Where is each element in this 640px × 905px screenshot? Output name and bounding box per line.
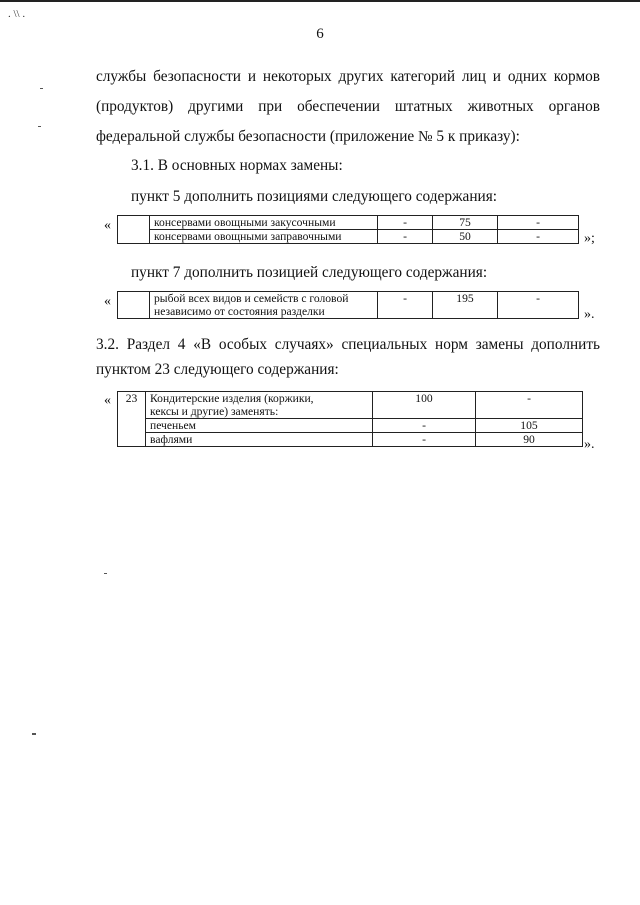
- section-heading-3-2: 3.2. Раздел 4 «В особых случаях» специальных норм замены дополнить: [96, 336, 600, 353]
- table-row: [118, 392, 583, 419]
- margin-mark: . \\ .: [8, 8, 26, 20]
- table-cell: -: [378, 292, 433, 319]
- table-cell-num: 23: [118, 392, 146, 447]
- scan-speck: [32, 733, 36, 735]
- table-cell: 75: [433, 216, 498, 230]
- table-cell: 100: [373, 392, 476, 419]
- paragraph-line: (продуктов) другими при обеспечении штатных животных органов: [96, 98, 600, 115]
- table-row: [118, 292, 579, 319]
- table-cell-num: [118, 292, 150, 319]
- table-row: [118, 216, 579, 230]
- table-cell: -: [373, 433, 476, 447]
- close-quote: ».: [584, 307, 595, 322]
- paragraph-line: федеральной службы безопасности (приложение № 5 к приказу):: [96, 128, 520, 145]
- table-cell: 105: [476, 419, 583, 433]
- table-cell: -: [476, 392, 583, 419]
- table-cell: 50: [433, 230, 498, 244]
- table-cell-name: консервами овощными заправочными: [150, 230, 378, 244]
- table-item5: [117, 215, 579, 244]
- table-cell: -: [498, 230, 579, 244]
- table-cell-name: рыбой всех видов и семейств с головой независимо от состояния разделки: [150, 292, 378, 319]
- table-cell-name: Кондитерские изделия (коржики, кексы и другие) заменять:: [146, 392, 373, 419]
- table-cell: -: [373, 419, 476, 433]
- scan-speck: [38, 126, 41, 127]
- table-cell: 195: [433, 292, 498, 319]
- table-row: [118, 230, 579, 244]
- table-cell: -: [378, 216, 433, 230]
- page-number: 6: [316, 26, 324, 42]
- table-cell: -: [378, 230, 433, 244]
- paragraph-line: службы безопасности и некоторых других категорий лиц и одних кормов: [96, 68, 600, 85]
- close-quote: ».: [584, 437, 595, 452]
- table-cell-num: [118, 216, 150, 244]
- scan-top-border: [0, 0, 640, 2]
- item5-intro: пункт 5 дополнить позициями следующего содержания:: [131, 188, 497, 205]
- table-cell-name: вафлями: [146, 433, 373, 447]
- scan-speck: [40, 88, 43, 89]
- section-heading-3-1: 3.1. В основных нормах замены:: [131, 157, 343, 174]
- table-cell: -: [498, 216, 579, 230]
- table-item7: [117, 291, 579, 319]
- table-cell-name: консервами овощными закусочными: [150, 216, 378, 230]
- table-item23: [117, 391, 583, 447]
- table-cell: 90: [476, 433, 583, 447]
- paragraph-line: пунктом 23 следующего содержания:: [96, 361, 339, 378]
- open-quote: «: [104, 393, 111, 408]
- close-quote: »;: [584, 231, 595, 246]
- table-cell: -: [498, 292, 579, 319]
- table-row: [118, 433, 583, 447]
- item7-intro: пункт 7 дополнить позицией следующего содержания:: [131, 264, 488, 281]
- table-cell-name: печеньем: [146, 419, 373, 433]
- open-quote: «: [104, 294, 111, 309]
- table-row: [118, 419, 583, 433]
- open-quote: «: [104, 218, 111, 233]
- scan-speck: [104, 573, 107, 574]
